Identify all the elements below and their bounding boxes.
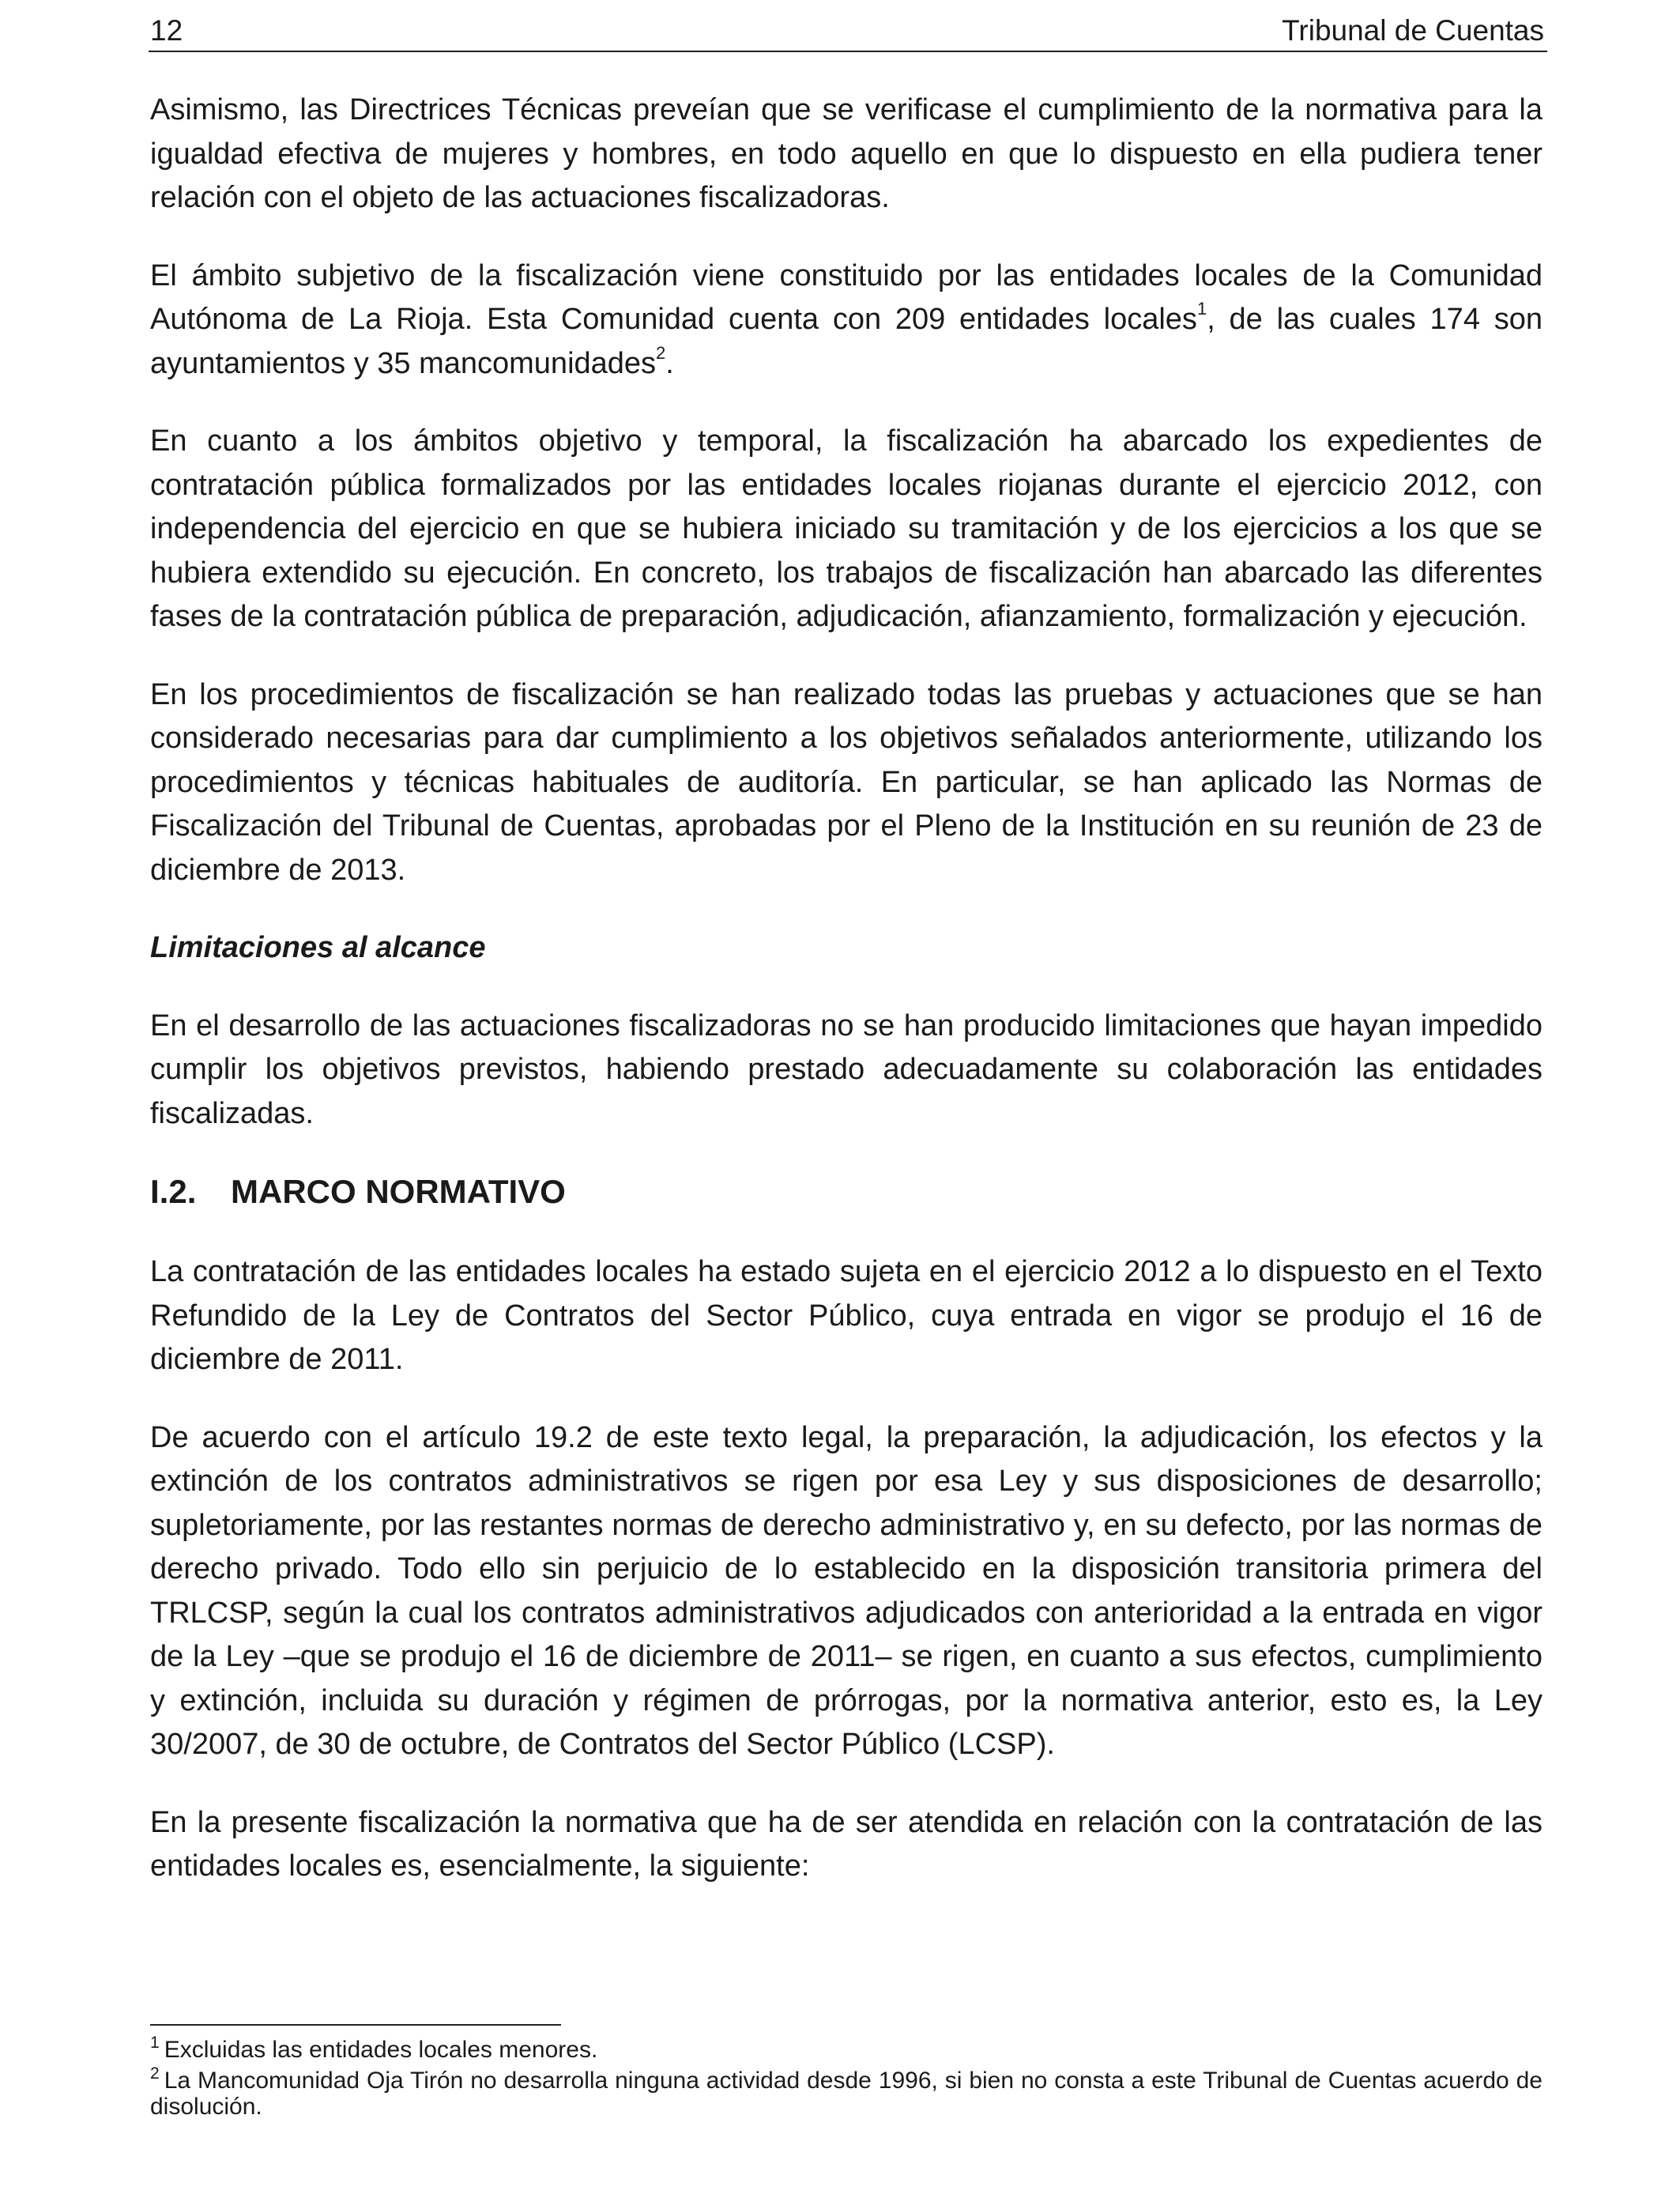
body-text [150, 89, 1543, 1923]
footnote-mark: 1 [150, 2034, 160, 2052]
paragraph-normativa: En la presente fiscalización la normativa que ha de ser atendida en relación con la contratación de las entidades locales es, esencialmente, la siguiente: [150, 1805, 1543, 1883]
section-title: MARCO NORMATIVO [231, 1173, 566, 1210]
footnote-2 [150, 2064, 1543, 2120]
paragraph-procedimientos: En los procedimientos de fiscalización se han realizado todas las pruebas y actuaciones que se han considerado necesarias para dar cumplimiento a los objetivos señalados anteriormente, utilizando los procedimientos y técnicas habituales de auditoría. En particular, se han aplicado las Normas de Fiscalización del Tribunal de Cuentas, aprobadas por el Pleno de la Institución en su reunión de 23 de diciembre de 2013. [150, 677, 1543, 887]
subheading-limitaciones: Limitaciones al alcance [150, 931, 486, 964]
footnote-ref-1[interactable]: 1 [1196, 299, 1207, 319]
footnote-divider [150, 2024, 561, 2026]
paragraph-limitaciones: En el desarrollo de las actuaciones fiscalizadoras no se han producido limitaciones que hayan impedido cumplir los objetivos previstos, habiendo prestado adecuadamente su colaboración las entidades fiscalizadas. [150, 1008, 1543, 1130]
footnote-mark: 2 [150, 2064, 160, 2083]
page-header [149, 11, 1547, 52]
footnote-text: Excluidas las entidades locales menores. [164, 2037, 598, 2063]
footnote-ref-2[interactable]: 2 [656, 342, 666, 363]
section-heading [150, 1170, 1543, 1214]
paragraph-directrices: Asimismo, las Directrices Técnicas preveían que se verificase el cumplimiento de la normativa para la igualdad efectiva de mujeres y hombres, en todo aquello en que lo dispuesto en ella pudiera tener relación con el objeto de las actuaciones fiscalizadoras. [150, 93, 1543, 214]
paragraph-articulo-19: De acuerdo con el artículo 19.2 de este texto legal, la preparación, la adjudicación, los efectos y la extinción de los contratos administrativos se rigen por esa Ley y sus disposiciones de desarrollo; supletoriamente, por las restantes normas de derecho administrativo y, en su defecto, por las normas de derecho privado. Todo ello sin perjuicio de lo establecido en la disposición transitoria primera del TRLCSP, según la cual los contratos administrativos adjudicados con anterioridad a la entrada en vigor de la Ley –que se produjo el 16 de diciembre de 2011– se rigen, en cuanto a sus efectos, cumplimiento y extinción, incluida su duración y régimen de prórrogas, por la normativa anterior, esto es, la Ley 30/2007, de 30 de octubre, de Contratos del Sector Público (LCSP). [150, 1420, 1543, 1761]
page-number: 12 [150, 14, 183, 47]
section-number: I.2. [150, 1173, 197, 1210]
footnote-text: La Mancomunidad Oja Tirón no desarrolla ninguna actividad desde 1996, si bien no consta a este Tribunal de Cuentas acuerdo de disolución. [150, 2068, 1543, 2120]
paragraph-ambito-objetivo: En cuanto a los ámbitos objetivo y temporal, la fiscalización ha abarcado los expedientes de contratación pública formalizados por las entidades locales riojanas durante el ejercicio 2012, con independencia del ejercicio en que se hubiera iniciado su tramitación y de los ejercicios a los que se hubiera extendido su ejecución. En concreto, los trabajos de fiscalización han abarcado las diferentes fases de la contratación pública de preparación, adjudicación, afianzamiento, formalización y ejecución. [150, 424, 1543, 633]
running-title: Tribunal de Cuentas [1282, 14, 1544, 47]
paragraph-ambito-subjetivo [150, 254, 1543, 386]
paragraph-trlcsp: La contratación de las entidades locales ha estado sujeta en el ejercicio 2012 a lo dispuesto en el Texto Refundido de la Ley de Contratos del Sector Público, cuya entrada en vigor se produjo el 16 de diciembre de 2011. [150, 1255, 1543, 1376]
footnotes [150, 2034, 1543, 2124]
footnote-1 [150, 2034, 1543, 2063]
paragraph-text: El ámbito subjetivo de la fiscalización viene constituido por las entidades locales de la Comunidad Autónoma de La Rioja. Esta Comunidad cuenta con 209 entidades locales [150, 258, 1543, 336]
paragraph-text: . [665, 346, 674, 380]
paragraph-text: , de las cuales 174 son ayuntamientos y 35 mancomunidades [150, 303, 1543, 380]
